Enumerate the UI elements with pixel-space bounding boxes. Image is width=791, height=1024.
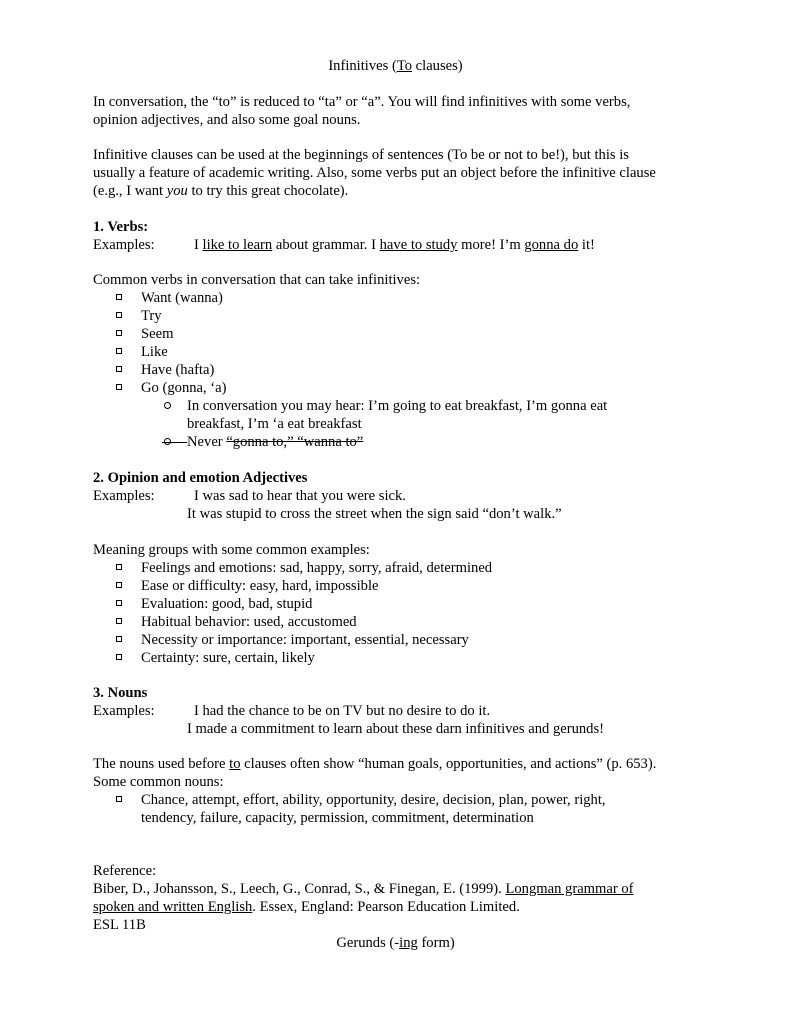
intro-paragraph-1-line-1: In conversation, the “to” is reduced to “ta” or “a”. You will find infinitives with some verbs,	[93, 94, 631, 110]
checkbox-bullet-icon	[116, 348, 122, 354]
checkbox-bullet-icon	[116, 312, 122, 318]
checkbox-bullet-icon	[116, 618, 122, 624]
reference-line-2: spoken and written English. Essex, England: Pearson Education Limited.	[93, 899, 520, 915]
checkbox-bullet-icon	[116, 654, 122, 660]
intro-paragraph-2-line-1: Infinitive clauses can be used at the beginnings of sentences (To be or not to be!), but this is	[93, 147, 629, 163]
nouns-paragraph-line-1: The nouns used before to clauses often show “human goals, opportunities, and actions” (p. 653).	[93, 756, 657, 772]
sub-item-line-1: In conversation you may hear: I’m going to eat breakfast, I’m gonna eat	[187, 398, 608, 414]
nouns-paragraph-line-2: Some common nouns:	[93, 774, 224, 790]
verbs-common-intro: Common verbs in conversation that can take infinitives:	[93, 272, 421, 288]
checkbox-bullet-icon	[116, 384, 122, 390]
checkbox-bullet-icon	[116, 582, 122, 588]
sub-item-line-2: breakfast, I’m ‘a eat breakfast	[187, 416, 362, 432]
sub-item-never: Never “gonna to,” “wanna to”	[187, 434, 364, 450]
course-label: ESL 11B	[93, 917, 146, 933]
intro-paragraph-1-line-2: opinion adjectives, and also some goal nouns.	[93, 112, 361, 128]
verbs-example-sentence: I like to learn about grammar. I have to study more! I’m gonna do it!	[194, 237, 595, 253]
nouns-example-1: I had the chance to be on TV but no desire to do it.	[194, 703, 491, 719]
section-heading-nouns: 3. Nouns	[93, 685, 148, 701]
strike-through-line	[162, 442, 187, 443]
reference-line-1: Biber, D., Johansson, S., Leech, G., Conrad, S., & Finegan, E. (1999). Longman grammar of	[93, 881, 634, 897]
checkbox-bullet-icon	[116, 600, 122, 606]
checkbox-bullet-icon	[116, 366, 122, 372]
section-heading-adjectives: 2. Opinion and emotion Adjectives	[93, 470, 308, 486]
next-page-title: Gerunds (-ing form)	[336, 935, 455, 951]
checkbox-bullet-icon	[116, 330, 122, 336]
nouns-example-2: I made a commitment to learn about these darn infinitives and gerunds!	[187, 721, 605, 737]
adjectives-example-1: I was sad to hear that you were sick.	[194, 488, 406, 504]
intro-paragraph-2-line-3: (e.g., I want you to try this great chocolate).	[93, 183, 349, 199]
intro-paragraph-2-line-2: usually a feature of academic writing. Also, some verbs put an object before the infinitive clause	[93, 165, 656, 181]
circle-bullet-icon	[164, 402, 171, 409]
document-page: Infinitives (To clauses) In conversation, the “to” is reduced to “ta” or “a”. You will find infinitives with some verbs, opinion adjectives, and also some goal nouns. Infinitive clauses can be used at the beginnings of sentences (To be or not to be!), but this is usually a feature of academic writing. Also, some verbs put an object before the infinitive clause (e.g., I want you to try this great chocolate). 1. Verbs: Examples: I like to learn about grammar. I have to study more! I’m gonna do it! Common verbs in conversation that can take infinitives: Want (wanna) Try Seem Like Have (hafta) Go (gonna, ‘a) In conversation you may hear: I’m going to eat breakfast, I’m gonna eat breakfast, I’m ‘a eat breakfast Never “gonna to,” “wanna to” 2. Opinion and emotion Adjectives Examples: I was sad to hear that you were sick. It was stupid to cross the street when the sign said “don’t walk.” Meaning groups with some common examples: Feelings and emotions: sad, happy, sorry, afraid, determined Ease or difficulty: easy, hard, impossible Evaluation: good, bad, stupid Habitual behavior: used, accustomed Necessity or importance: important, essential, necessary Certainty: sure, certain, likely 3. Nouns Examples: I had the chance to be on TV but no desire to do it. I made a commitment to learn about these darn infinitives and gerunds! The nouns used before to clauses often show “human goals, opportunities, and actions” (p. 653). Some common nouns: Chance, attempt, effort, ability, opportunity, desire, decision, plan, power, right, tendency, failure, capacity, permission, commitment, determination Reference: Biber, D., Johansson, S., Leech, G., Conrad, S., & Finegan, E. (1999). Longman grammar of spoken and written English. Essex, England: Pearson Education Limited. ESL 11B Gerunds (-ing form)	[0, 0, 791, 1024]
nouns-list-line-2: tendency, failure, capacity, permission, commitment, determination	[141, 810, 534, 826]
nouns-list-line-1: Chance, attempt, effort, ability, opportunity, desire, decision, plan, power, right,	[141, 792, 606, 808]
checkbox-bullet-icon	[116, 796, 122, 802]
adjectives-example-2: It was stupid to cross the street when the sign said “don’t walk.”	[187, 506, 562, 522]
reference-label: Reference:	[93, 863, 157, 879]
adjectives-examples-label: Examples:	[93, 488, 155, 504]
page-title: Infinitives (To clauses)	[328, 58, 463, 74]
verbs-examples-label: Examples:	[93, 237, 155, 253]
section-heading-verbs: 1. Verbs:	[93, 219, 149, 235]
checkbox-bullet-icon	[116, 564, 122, 570]
checkbox-bullet-icon	[116, 294, 122, 300]
adjectives-groups-intro: Meaning groups with some common examples:	[93, 542, 370, 558]
nouns-examples-label: Examples:	[93, 703, 155, 719]
checkbox-bullet-icon	[116, 636, 122, 642]
